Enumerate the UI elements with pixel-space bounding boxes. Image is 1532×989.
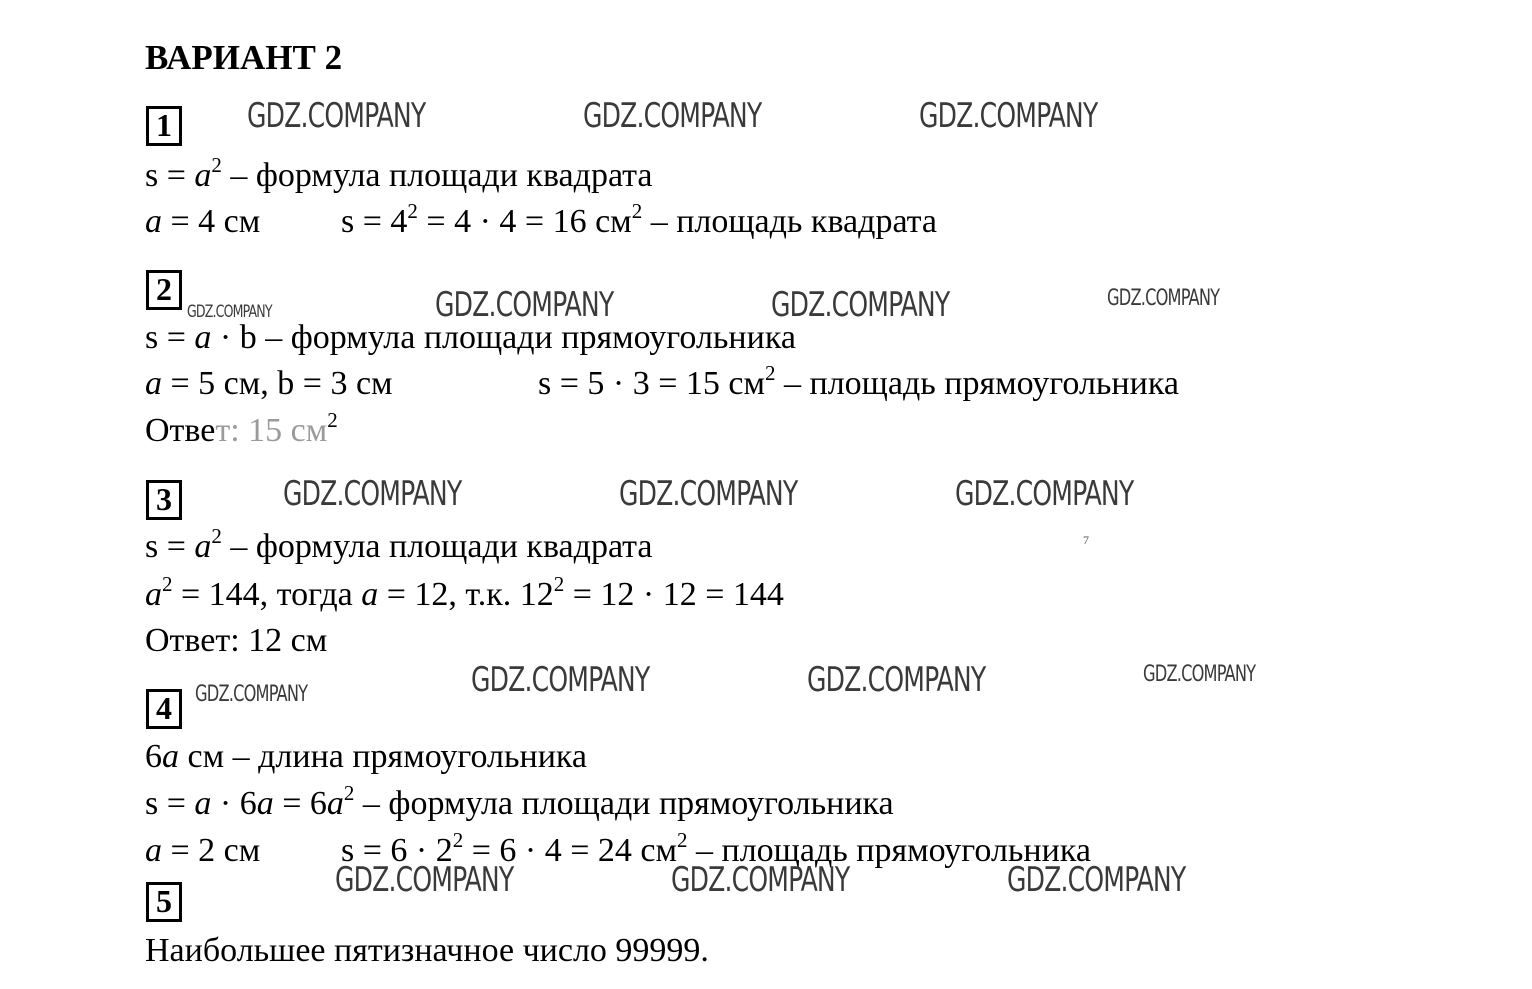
task4-length: 6a см – длина прямоугольника <box>145 738 588 775</box>
task-number-3: 3 <box>146 480 182 520</box>
task2-formula: s = a · b – формула площади прямоугольника <box>145 319 796 356</box>
task5-text: Наибольшее пятизначное число 99999. <box>145 932 709 969</box>
page-title: ВАРИАНТ 2 <box>145 38 343 77</box>
task1-formula: $s = a^2$ – формула площади квадрата <box>145 153 653 194</box>
watermark: GDZ.COMPANY <box>195 682 308 707</box>
watermark: GDZ.COMPANY <box>187 302 272 322</box>
task-number-1: 1 <box>146 106 182 146</box>
task2-answer: Ответ: 15 $см^2$ <box>145 408 338 449</box>
watermark: GDZ.COMPANY <box>1107 286 1220 311</box>
watermark: GDZ.COMPANY <box>807 660 986 700</box>
task-number-2: 2 <box>146 270 182 310</box>
watermark: GDZ.COMPANY <box>247 96 426 136</box>
task3-answer: Ответ: 12 см <box>145 622 328 659</box>
task4-formula: $s = a \cdot 6a = 6a^2$ – формула площади прямоугольника <box>145 781 894 822</box>
task4-given: a = 2 см <box>145 832 261 869</box>
task-number-4: 4 <box>146 689 182 729</box>
watermark: GDZ.COMPANY <box>771 285 950 325</box>
task1-given: a = 4 см <box>145 203 261 240</box>
watermark: GDZ.COMPANY <box>335 860 514 900</box>
watermark: GDZ.COMPANY <box>1143 662 1256 687</box>
task3-solution: $a^2 = 144$, тогда a = 12, т.к. $12^2 = 12 \cdot 12 = 144$ <box>145 572 784 613</box>
stray-mark: 7 <box>1083 533 1089 547</box>
task2-given: a = 5 см, b = 3 см <box>145 365 393 402</box>
watermark: GDZ.COMPANY <box>471 660 650 700</box>
task2-solution: s = 5 · 3 = 15 $см^2$ – площадь прямоугольника <box>538 361 1179 402</box>
task1-solution: $s = 4^2 = 4 \cdot 4 = 16$ $см^2$ – площадь квадрата <box>341 199 938 240</box>
watermark: GDZ.COMPANY <box>1007 860 1186 900</box>
task3-formula: $s = a^2$ – формула площади квадрата <box>145 524 653 565</box>
watermark: GDZ.COMPANY <box>919 96 1098 136</box>
watermark: GDZ.COMPANY <box>671 860 850 900</box>
task4-solution: $s = 6 \cdot 2^2 = 6 \cdot 4 = 24$ $см^2$ – площадь прямоугольника <box>341 828 1091 869</box>
watermark: GDZ.COMPANY <box>435 285 614 325</box>
watermark: GDZ.COMPANY <box>283 474 462 514</box>
watermark: GDZ.COMPANY <box>955 474 1134 514</box>
task-number-5: 5 <box>146 882 182 922</box>
watermark: GDZ.COMPANY <box>619 474 798 514</box>
watermark: GDZ.COMPANY <box>583 96 762 136</box>
